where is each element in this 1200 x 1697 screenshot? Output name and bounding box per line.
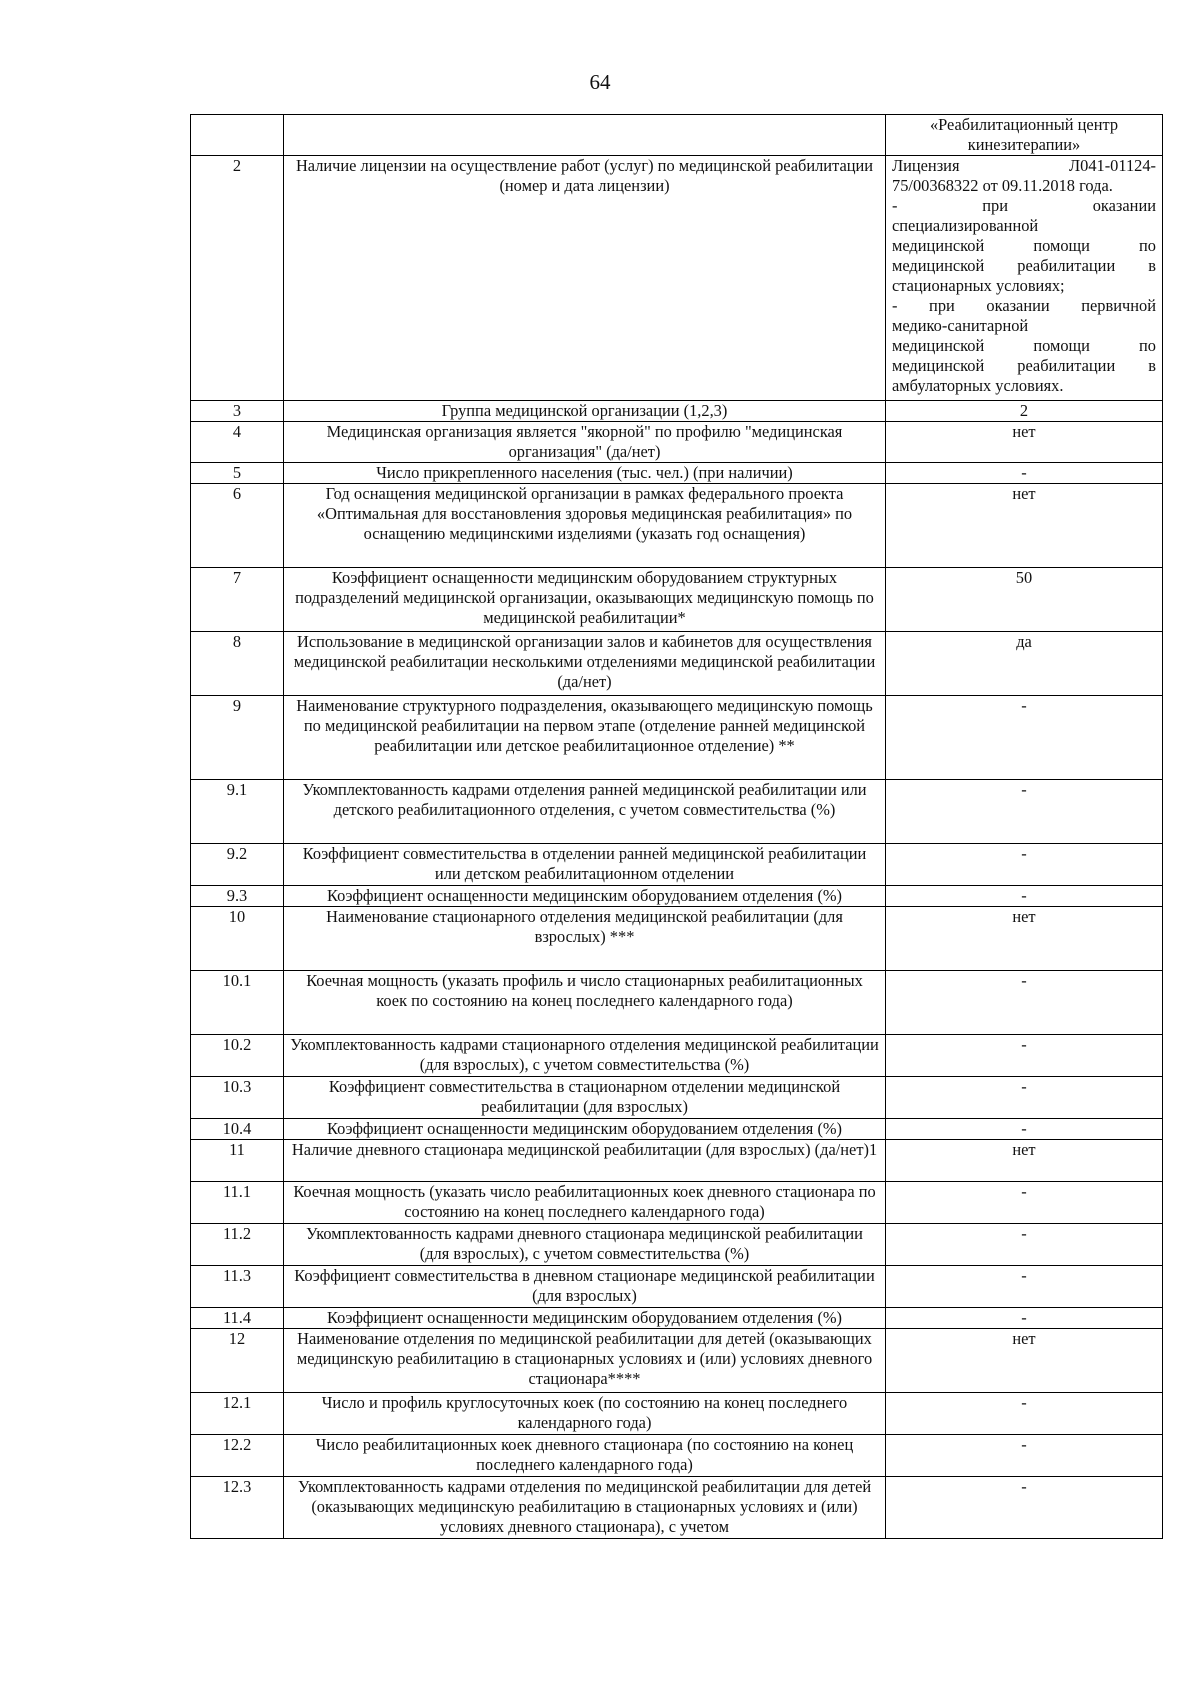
value-cell: 50 xyxy=(886,568,1163,632)
indicator-cell: Коэффициент оснащенности медицинским оборудованием отделения (%) xyxy=(284,1119,886,1140)
row-number-cell: 10 xyxy=(191,907,284,971)
value-cell: - xyxy=(886,844,1163,886)
indicator-cell: Укомплектованность кадрами дневного стационара медицинской реабилитации (для взрослых), с учетом совместительства (%) xyxy=(284,1224,886,1266)
table-row xyxy=(191,156,1163,401)
table-row xyxy=(191,1308,1163,1329)
indicator-cell: Коечная мощность (указать число реабилитационных коек дневного стационара по состоянию на конец последнего календарного года) xyxy=(284,1182,886,1224)
row-number-cell: 10.4 xyxy=(191,1119,284,1140)
indicator-cell: Число и профиль круглосуточных коек (по состоянию на конец последнего календарного года) xyxy=(284,1393,886,1435)
row-number-cell: 12.1 xyxy=(191,1393,284,1435)
indicator-cell: Наличие дневного стационара медицинской реабилитации (для взрослых) (да/нет)1 xyxy=(284,1140,886,1182)
value-cell: - xyxy=(886,1077,1163,1119)
table-row xyxy=(191,1435,1163,1477)
row-number-cell: 3 xyxy=(191,401,284,422)
value-cell: да xyxy=(886,632,1163,696)
value-cell: - xyxy=(886,971,1163,1035)
table-row xyxy=(191,696,1163,780)
indicator-cell: Коэффициент совместительства в отделении ранней медицинской реабилитации или детском реабилитационном отделении xyxy=(284,844,886,886)
row-number-cell: 12 xyxy=(191,1329,284,1393)
indicator-cell: Коэффициент оснащенности медицинским оборудованием структурных подразделений медицинской организации, оказывающих медицинскую помощь по медицинской реабилитации* xyxy=(284,568,886,632)
row-number-cell: 10.3 xyxy=(191,1077,284,1119)
indicator-cell: Укомплектованность кадрами стационарного отделения медицинской реабилитации (для взрослых), с учетом совместительства (%) xyxy=(284,1035,886,1077)
value-line: амбулаторных условиях. xyxy=(892,376,1064,395)
value-line: медицинской помощи по xyxy=(892,336,1156,355)
value-cell: нет xyxy=(886,484,1163,568)
value-line: Лицензия Л041-01124- xyxy=(892,156,1156,175)
value-line: 75/00368322 от 09.11.2018 года. xyxy=(892,176,1113,195)
value-line: медико-санитарной xyxy=(892,316,1029,335)
row-number-cell: 11.3 xyxy=(191,1266,284,1308)
table-row xyxy=(191,780,1163,844)
table-row xyxy=(191,907,1163,971)
value-cell: - xyxy=(886,1435,1163,1477)
value-line: медицинской помощи по xyxy=(892,236,1156,255)
value-line: медицинской реабилитации в xyxy=(892,256,1156,275)
value-line: - при оказании первичной xyxy=(892,296,1156,315)
row-number-cell: 11.4 xyxy=(191,1308,284,1329)
indicator-cell: Наименование структурного подразделения, оказывающего медицинскую помощь по медицинской реабилитации на первом этапе (отделение ранней медицинской реабилитации или детское реабилитационное отделение) ** xyxy=(284,696,886,780)
page-number: 64 xyxy=(589,70,611,94)
table-row xyxy=(191,1393,1163,1435)
value-cell: - xyxy=(886,696,1163,780)
indicator-cell: Наименование стационарного отделения медицинской реабилитации (для взрослых) *** xyxy=(284,907,886,971)
indicator-cell: Наименование отделения по медицинской реабилитации для детей (оказывающих медицинскую реабилитацию в стационарных условиях и (или) условиях дневного стационара**** xyxy=(284,1329,886,1393)
indicator-cell: Год оснащения медицинской организации в рамках федерального проекта «Оптимальная для восстановления здоровья медицинская реабилитация» по оснащению медицинскими изделиями (указать год оснащения) xyxy=(284,484,886,568)
indicator-cell: Использование в медицинской организации залов и кабинетов для осуществления медицинской реабилитации несколькими отделениями медицинской реабилитации (да/нет) xyxy=(284,632,886,696)
table-row xyxy=(191,1035,1163,1077)
table-row xyxy=(191,1077,1163,1119)
table-row xyxy=(191,463,1163,484)
indicator-cell: Коэффициент оснащенности медицинским оборудованием отделения (%) xyxy=(284,886,886,907)
value-cell: - xyxy=(886,1308,1163,1329)
indicators-table xyxy=(190,114,1163,1539)
value-cell: - xyxy=(886,1266,1163,1308)
row-number-cell: 6 xyxy=(191,484,284,568)
value-line: медицинской реабилитации в xyxy=(892,356,1156,375)
row-number-cell: 8 xyxy=(191,632,284,696)
table-row xyxy=(191,1182,1163,1224)
row-number-cell: 11.2 xyxy=(191,1224,284,1266)
value-cell: - xyxy=(886,1393,1163,1435)
row-number-cell: 5 xyxy=(191,463,284,484)
row-number-cell xyxy=(191,115,284,156)
indicator-cell: Коэффициент совместительства в стационарном отделении медицинской реабилитации (для взрослых) xyxy=(284,1077,886,1119)
indicator-cell: Укомплектованность кадрами отделения по медицинской реабилитации для детей (оказывающих медицинскую реабилитацию в стационарных условиях и (или) условиях дневного стационара), с учетом xyxy=(284,1477,886,1539)
indicator-cell: Коэффициент совместительства в дневном стационаре медицинской реабилитации (для взрослых) xyxy=(284,1266,886,1308)
value-cell: - xyxy=(886,780,1163,844)
indicator-cell: Медицинская организация является "якорной" по профилю "медицинская организация" (да/нет) xyxy=(284,422,886,463)
value-line: стационарных условиях; xyxy=(892,276,1065,295)
value-cell: нет xyxy=(886,1329,1163,1393)
value-cell: нет xyxy=(886,907,1163,971)
row-number-cell: 11 xyxy=(191,1140,284,1182)
value-cell: - xyxy=(886,1182,1163,1224)
row-number-cell: 7 xyxy=(191,568,284,632)
row-number-cell: 9 xyxy=(191,696,284,780)
row-number-cell: 11.1 xyxy=(191,1182,284,1224)
table-row xyxy=(191,1224,1163,1266)
table-row xyxy=(191,886,1163,907)
value-cell: нет xyxy=(886,1140,1163,1182)
table-row xyxy=(191,568,1163,632)
row-number-cell: 9.1 xyxy=(191,780,284,844)
value-cell: - xyxy=(886,1224,1163,1266)
table-row xyxy=(191,971,1163,1035)
row-number-cell: 2 xyxy=(191,156,284,401)
indicator-cell: Число реабилитационных коек дневного стационара (по состоянию на конец последнего календарного года) xyxy=(284,1435,886,1477)
value-cell: - xyxy=(886,463,1163,484)
indicator-cell: Группа медицинской организации (1,2,3) xyxy=(284,401,886,422)
value-cell: нет xyxy=(886,422,1163,463)
table-row xyxy=(191,401,1163,422)
indicator-cell: Коечная мощность (указать профиль и число стационарных реабилитационных коек по состоянию на конец последнего календарного года) xyxy=(284,971,886,1035)
row-number-cell: 9.3 xyxy=(191,886,284,907)
table-row xyxy=(191,422,1163,463)
value-line: специализированной xyxy=(892,216,1039,235)
row-number-cell: 4 xyxy=(191,422,284,463)
table-row xyxy=(191,115,1163,156)
value-cell: - xyxy=(886,1477,1163,1539)
table-row xyxy=(191,1119,1163,1140)
value-cell: - xyxy=(886,1035,1163,1077)
value-cell: 2 xyxy=(886,401,1163,422)
row-number-cell: 10.1 xyxy=(191,971,284,1035)
indicator-cell: Укомплектованность кадрами отделения ранней медицинской реабилитации или детского реабилитационного отделения, с учетом совместительства (%) xyxy=(284,780,886,844)
value-cell: - xyxy=(886,1119,1163,1140)
indicator-cell: Число прикрепленного населения (тыс. чел.) (при наличии) xyxy=(284,463,886,484)
indicator-cell: Коэффициент оснащенности медицинским оборудованием отделения (%) xyxy=(284,1308,886,1329)
table-row xyxy=(191,1329,1163,1393)
indicator-cell xyxy=(284,115,886,156)
table-row xyxy=(191,1266,1163,1308)
table-row xyxy=(191,844,1163,886)
indicator-cell: Наличие лицензии на осуществление работ (услуг) по медицинской реабилитации (номер и дата лицензии) xyxy=(284,156,886,401)
table-row xyxy=(191,484,1163,568)
row-number-cell: 12.3 xyxy=(191,1477,284,1539)
value-cell: - xyxy=(886,886,1163,907)
table-row xyxy=(191,632,1163,696)
value-cell: «Реабилитационный центр кинезитерапии» xyxy=(886,115,1163,156)
table-row xyxy=(191,1477,1163,1539)
row-number-cell: 9.2 xyxy=(191,844,284,886)
value-line: - при оказании xyxy=(892,196,1156,215)
row-number-cell: 10.2 xyxy=(191,1035,284,1077)
row-number-cell: 12.2 xyxy=(191,1435,284,1477)
license-value-cell xyxy=(886,156,1163,401)
table-row xyxy=(191,1140,1163,1182)
